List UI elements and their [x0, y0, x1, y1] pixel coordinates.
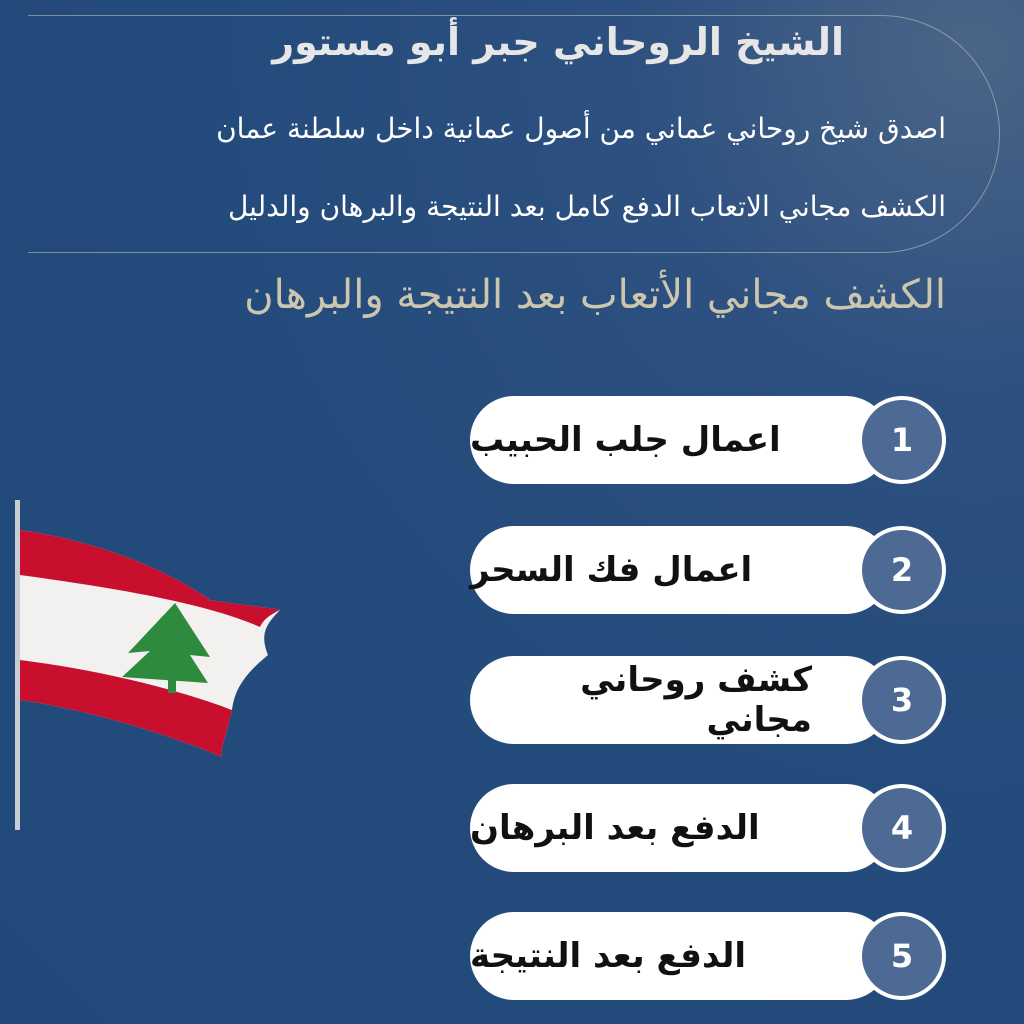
lebanon-flag-icon — [10, 495, 290, 835]
item-label: اعمال فك السحر — [470, 526, 890, 614]
subtitle: الكشف مجاني الأتعاب بعد النتيجة والبرهان — [244, 272, 946, 318]
item-label: الدفع بعد النتيجة — [470, 912, 890, 1000]
item-label: الدفع بعد البرهان — [470, 784, 890, 872]
cedar-trunk — [168, 675, 176, 693]
item-label: كشف روحاني مجاني — [470, 656, 890, 744]
item-number: 5 — [858, 912, 946, 1000]
header-line-2: الكشف مجاني الاتعاب الدفع كامل بعد النتيجة والبرهان والدليل — [227, 190, 946, 223]
flag-pole — [15, 500, 20, 830]
list-item — [470, 656, 950, 744]
header-line-1: اصدق شيخ روحاني عماني من أصول عمانية داخل سلطنة عمان — [216, 112, 946, 145]
item-label: اعمال جلب الحبيب — [470, 396, 890, 484]
item-number: 1 — [858, 396, 946, 484]
page-title: الشيخ الروحاني جبر أبو مستور — [272, 20, 844, 64]
item-number: 2 — [858, 526, 946, 614]
list-item — [470, 912, 950, 1000]
list-item — [470, 784, 950, 872]
list-item — [470, 526, 950, 614]
item-number: 4 — [858, 784, 946, 872]
item-number: 3 — [858, 656, 946, 744]
list-item — [470, 396, 950, 484]
